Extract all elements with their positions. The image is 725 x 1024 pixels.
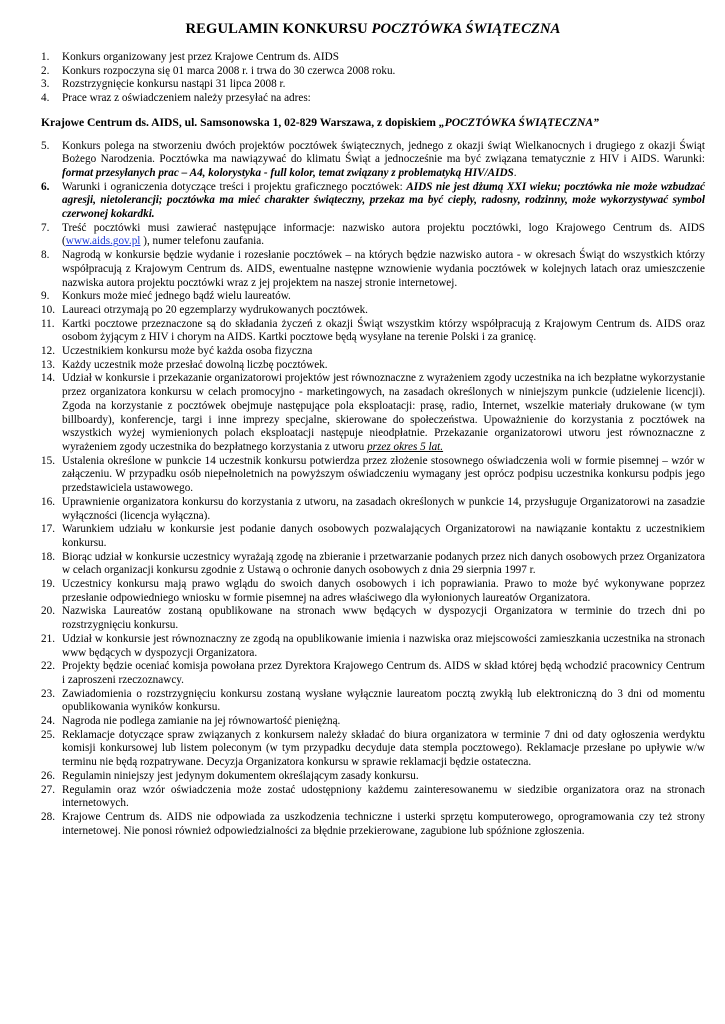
item-number: 15. [41, 454, 55, 467]
list-item [41, 65, 705, 79]
item-text: Reklamacje dotyczące spraw związanych z konkursem należy składać do biura organizatora w terminie 7 dni od daty ogłoszenia werdyktu komisji konkursowej lub listem poleconym (w tym przypadku decyduje data stempla pocztowego). Reklamacje przesłane po upływie w/w terminu nie będą rozpatrywane. Decyzja Organizatora konkursu w sprawie reklamacji będzie ostateczna. [62, 728, 705, 769]
item-number: 5. [41, 139, 50, 152]
item-number: 17. [41, 523, 55, 536]
item-text: Każdy uczestnik może przesłać dowolną liczbę pocztówek. [62, 358, 328, 371]
list-item [41, 784, 705, 811]
item-emphasis: przez okres 5 lat. [367, 440, 444, 453]
title-italic: POCZTÓWKA ŚWIĄTECZNA [371, 21, 561, 37]
item-number: 16. [41, 495, 55, 508]
item-text: Rozstrzygnięcie konkursu nastąpi 31 lipca 2008 r. [62, 78, 286, 91]
list-item [41, 633, 705, 660]
title-main: REGULAMIN KONKURSU [185, 21, 372, 37]
list-item [41, 140, 705, 181]
list-item [41, 455, 705, 496]
item-number: 20. [41, 605, 55, 618]
item-text: Uczestnikiem konkursu może być każda osoba fizyczna [62, 345, 313, 358]
item-number: 13. [41, 358, 55, 371]
list-item [41, 715, 705, 729]
list-item [41, 551, 705, 578]
item-number: 9. [41, 290, 50, 303]
list-item [41, 605, 705, 632]
address-text: Krajowe Centrum ds. AIDS, ul. Samsonowska 1, 02-829 Warszawa, z dopiskiem [41, 115, 439, 129]
item-emphasis: AIDS nie jest dżumą XXI wieku; pocztówka nie może wzbudzać agresji, nietolerancji; pocztówka ma mieć charakter świąteczny, przekaz ma być ciepły, radosny, rodzinny, może wykorzystywać symbol czerwonej kokardki. [62, 180, 705, 221]
item-text: Zawiadomienia o rozstrzygnięciu konkursu zostaną wysłane wyłącznie laureatom pocztą zwykłą lub elektroniczną do 3 dni od momentu opublikowania wyników konkursu. [62, 687, 705, 714]
item-number: 26. [41, 769, 55, 782]
list-item [41, 249, 705, 290]
list-item [41, 496, 705, 523]
item-text: Konkurs może mieć jednego bądź wielu laureatów. [62, 290, 291, 303]
rules-list-main [41, 140, 705, 839]
item-number: 22. [41, 660, 55, 673]
item-text: Regulamin niniejszy jest jedynym dokumentem określającym zasady konkursu. [62, 769, 419, 782]
item-text: Kartki pocztowe przeznaczone są do składania życzeń z okazji Świąt wszystkim którzy współpracują z Krajowym Centrum ds. AIDS oraz osobom żyjącym z HIV i chorym na AIDS. Kartki pocztowe będą wysyłane na terenie Polski i za granicę. [62, 317, 705, 344]
item-number: 3. [41, 78, 50, 91]
rules-list-top [41, 51, 705, 106]
item-number: 8. [41, 249, 50, 262]
item-text: Udział w konkursie i przekazanie organizatorowi projektów jest równoznaczne z wyrażeniem zgody uczestnika na ich bezpłatne wykorzystanie przez organizatora konkursu w celach promocyjno - marketingowych, na zasadach określonych w niniejszym punkcie (udzielenie licencji). Zgoda na korzystanie z pocztówek obejmuje następujące pola eksploatacji: prasę, radio, Internet, wszelkie materiały drukowane (w tym billboardy), konferencje, targi i inne imprezy specjalne, skierowane do społeczeństwa. Upoważnienie do korzystania z pocztówek na wszystkich wyżej wymienionych polach eksploatacji następuje nieodpłatnie. Przekazanie organizatorowi utworu jest równoznaczne z wyrażeniem zgody uczestnika do bezpłatnego korzystania z utworu [62, 372, 705, 453]
item-text: Prace wraz z oświadczeniem należy przesyłać na adres: [62, 92, 311, 105]
list-item [41, 92, 705, 106]
item-number: 12. [41, 345, 55, 358]
list-item [41, 523, 705, 550]
item-number: 14. [41, 372, 55, 385]
list-item [41, 181, 705, 222]
item-text: Uczestnicy konkursu mają prawo wglądu do swoich danych osobowych i ich poprawiania. Prawo to może być wykonywane poprzez przesłanie odpowiedniego wniosku w formie pisemnej na adres właściwego dla wyłonionych laureatów Organizatora. [62, 578, 705, 604]
item-number: 23. [41, 687, 55, 700]
item-number: 24. [41, 715, 55, 728]
item-text: Treść pocztówki musi zawierać następujące informacje: nazwisko autora projektu pocztówki, logo Krajowego Centrum ds. AIDS ( [62, 221, 705, 248]
item-text-end: ), numer telefonu zaufania. [140, 235, 265, 248]
item-text: Nagroda nie podlega zamianie na jej równowartość pieniężną. [62, 715, 341, 728]
item-text: Ustalenia określone w punkcie 14 uczestnik konkursu potwierdza przez złożenie stosownego oświadczenia woli w formie pisemnej – wzór w załączeniu. W przypadku osób niepełnoletnich na powyższym oświadczeniu wymagany jest oprócz podpisu uczestnika konkursu podpis jego przedstawiciela ustawowego. [62, 454, 705, 495]
item-number: 25. [41, 728, 55, 741]
item-text-end: . [513, 166, 517, 179]
item-number: 4. [41, 92, 50, 105]
list-item [41, 372, 705, 454]
item-text: Nagrodą w konkursie będzie wydanie i rozesłanie pocztówek – na których będzie nazwisko autora - w okresach Świąt do wszystkich którzy współpracują z Krajowym Centrum ds. AIDS, ewentualne następne wznowienie wydania pocztówek w kolejnych latach oraz umieszczenie nazwiska autora projektu pocztówki wraz z jej projektem na naszej stronie internetowej. [62, 249, 705, 289]
item-number: 21. [41, 632, 55, 645]
item-number: 1. [41, 51, 50, 63]
item-number: 11. [41, 317, 55, 330]
item-text: Uprawnienie organizatora konkursu do korzystania z utworu, na zasadach określonych w punkcie 14, przysługuje Organizatorowi na zasadzie wyłączności (licencja wyłączna). [62, 495, 705, 522]
item-number: 10. [41, 303, 55, 316]
item-text: Biorąc udział w konkursie uczestnicy wyrażają zgodę na zbieranie i przetwarzanie podanych przez nich danych osobowych przez Organizatora w celach organizacji konkursu zgodnie z Ustawą o ochronie danych osobowych z dnia 29 sierpnia 1997 r. [62, 550, 705, 577]
list-item [41, 770, 705, 784]
item-number: 2. [41, 64, 50, 77]
list-item [41, 318, 705, 345]
website-link[interactable]: www.aids.gov.pl [65, 235, 141, 248]
item-text: Warunki i ograniczenia dotyczące treści i projektu graficznego pocztówek: [62, 180, 407, 193]
list-item [41, 729, 705, 770]
item-text: Konkurs organizowany jest przez Krajowe Centrum ds. AIDS [62, 51, 339, 63]
item-text: Krajowe Centrum ds. AIDS nie odpowiada za uszkodzenia techniczne i usterki sprzętu komputerowego, oprogramowania czy też strony internetowej. Nie ponosi również odpowiedzialności za błędnie przekierowane, zagubione lub spóźnione zgłoszenia. [62, 810, 705, 837]
item-number: 7. [41, 221, 50, 234]
item-text: Laureaci otrzymają po 20 egzemplarzy wydrukowanych pocztówek. [62, 303, 368, 316]
list-item [41, 304, 705, 318]
item-text: Warunkiem udziału w konkursie jest podanie danych osobowych pozwalających Organizatorowi na nawiązanie kontaktu z uczestnikiem konkursu. [62, 523, 705, 549]
list-item [41, 78, 705, 92]
list-item [41, 345, 705, 359]
address-label: „POCZTÓWKA ŚWIĄTECZNA” [438, 115, 599, 129]
list-item [41, 578, 705, 605]
list-item [41, 290, 705, 304]
item-text: Konkurs polega na stworzeniu dwóch projektów pocztówek świątecznych, jednego z okazji świąt Wielkanocnych i drugiego z okazji Świąt Bożego Narodzenia. Pocztówka ma nawiązywać do klimatu Świąt a jednocześnie ma być związana tematycznie z HIV i AIDS. Warunki: [62, 139, 705, 166]
item-number: 27. [41, 783, 55, 796]
item-number: 19. [41, 578, 55, 591]
item-number: 18. [41, 550, 55, 563]
item-text: Regulamin oraz wzór oświadczenia może zostać udostępniony każdemu zainteresowanemu w siedzibie organizatora oraz na stronach internetowych. [62, 783, 705, 810]
list-item [41, 359, 705, 373]
item-number: 6. [41, 180, 50, 193]
list-item [41, 51, 705, 65]
mailing-address [41, 116, 705, 130]
item-text: Konkurs rozpoczyna się 01 marca 2008 r. i trwa do 30 czerwca 2008 roku. [62, 64, 396, 77]
list-item [41, 811, 705, 838]
item-text: Projekty będzie oceniać komisja powołana przez Dyrektora Krajowego Centrum ds. AIDS w skład której będą wchodzić pracownicy Centrum i zaproszeni rzeczoznawcy. [62, 660, 705, 686]
item-emphasis: format przesyłanych prac – A4, kolorystyka - full kolor, temat związany z problematyką HIV/AIDS [62, 166, 514, 179]
page-title [41, 20, 705, 38]
list-item [41, 222, 705, 249]
list-item [41, 688, 705, 715]
item-text: Udział w konkursie jest równoznaczny ze zgodą na opublikowanie imienia i nazwiska oraz miejscowości zamieszkania uczestnika na stronach www będących w dyspozycji Organizatora. [62, 632, 705, 659]
item-text: Nazwiska Laureatów zostaną opublikowane na stronach www będących w dyspozycji Organizatora w terminie do trzech dni po rozstrzygnięciu konkursu. [62, 605, 705, 632]
item-number: 28. [41, 810, 55, 823]
list-item [41, 660, 705, 687]
